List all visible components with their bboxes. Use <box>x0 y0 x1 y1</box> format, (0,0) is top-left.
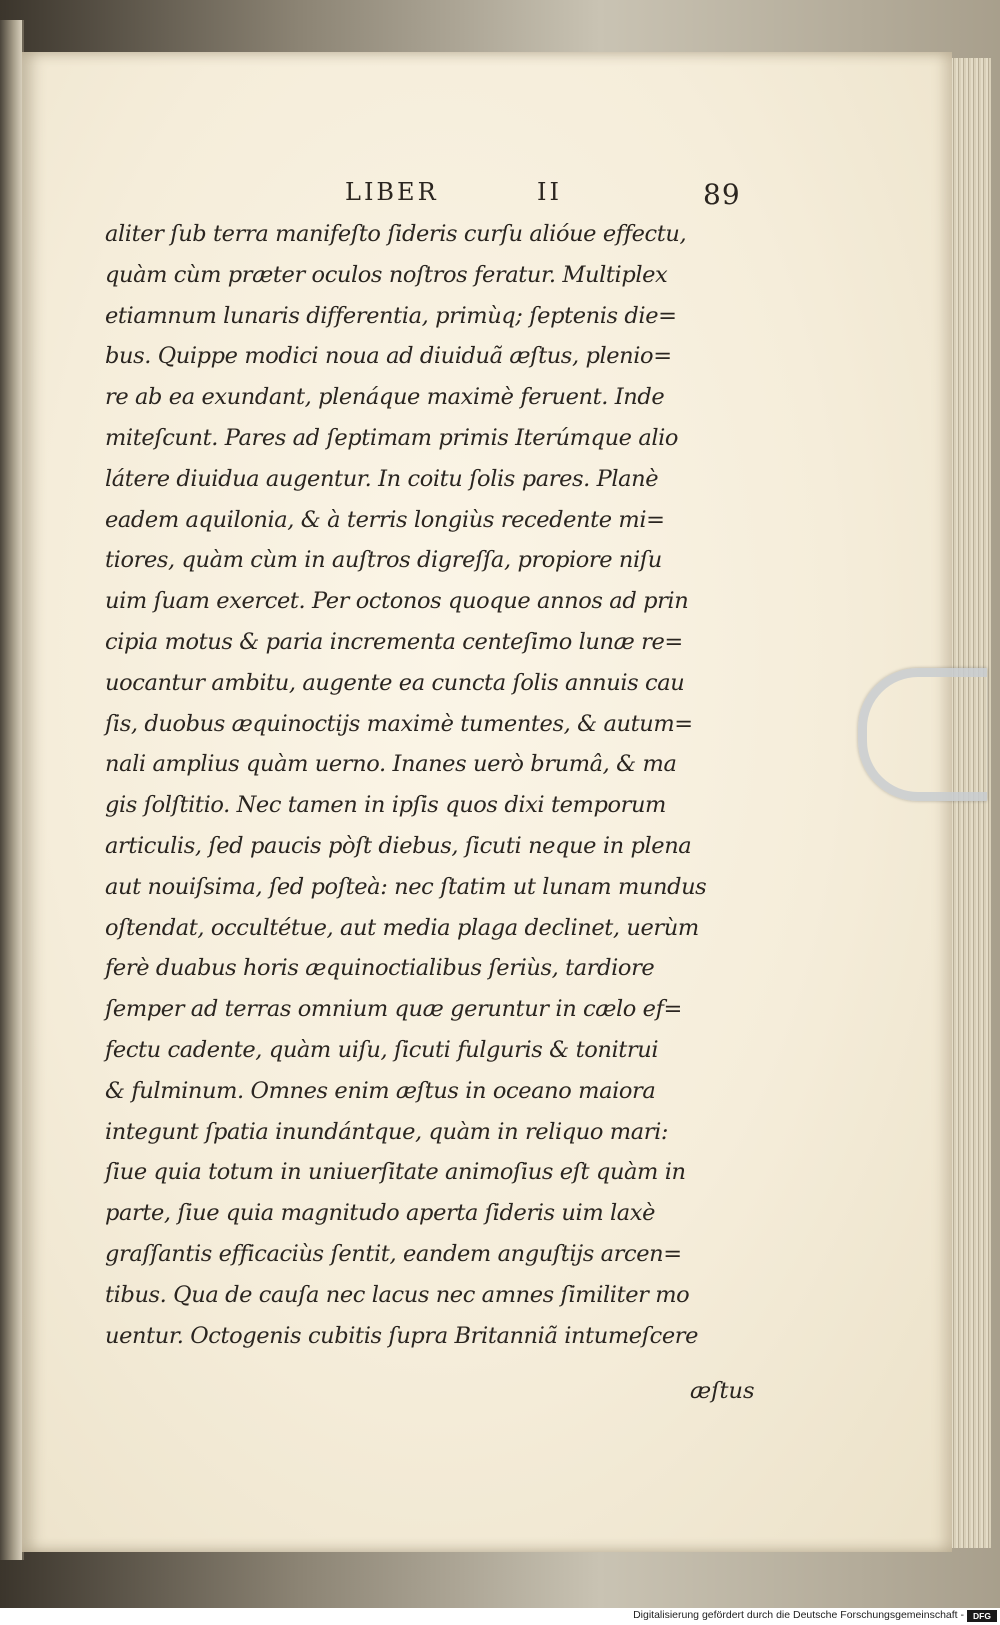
left-page-edge <box>0 20 24 1560</box>
text-line: re ab ea exundant, plenáque maximè feruent. Inde <box>105 384 665 411</box>
page-stack-edge <box>950 58 991 1548</box>
text-line: parte, ſiue quia magnitudo aperta ſideris uim laxè <box>105 1200 656 1227</box>
body-text <box>105 214 765 1356</box>
text-line: aliter ſub terra manifeſto ſideris curſu alióue effectu, <box>105 221 687 247</box>
text-line: ferè duabus horis æquinoctialibus ſeriùs, tardiore <box>105 955 655 982</box>
dfg-logo: DFG <box>967 1610 997 1622</box>
text-line: aut nouiſsima, ſed poſteà: nec ſtatim ut lunam mundus <box>105 873 707 900</box>
text-line: miteſcunt. Pares ad ſeptimam primis Iterúmque alio <box>105 424 679 451</box>
text-line: integunt ſpatia inundántque, quàm in reliquo mari: <box>105 1118 669 1145</box>
text-line: ſis, duobus æquinoctijs maximè tumentes, & autum= <box>105 710 693 737</box>
page-clip <box>858 668 987 801</box>
text-line: graſſantis efficaciùs ſentit, eandem anguſtijs arcen= <box>105 1240 682 1267</box>
text-line: ſemper ad terras omnium quæ geruntur in cælo ef= <box>105 996 682 1023</box>
text-line: bus. Quippe modici noua ad diuiduã æſtus, plenio= <box>105 343 672 370</box>
page-header <box>345 178 765 218</box>
catchword: æſtus <box>690 1378 755 1404</box>
text-line: tibus. Qua de cauſa nec lacus nec amnes ſimiliter mo <box>105 1281 690 1308</box>
text-line: & fulminum. Omnes enim æſtus in oceano maiora <box>105 1077 656 1104</box>
text-line: uocantur ambitu, augente ea cuncta ſolis annuis cau <box>105 669 685 696</box>
footer-bar <box>0 1608 1000 1625</box>
text-line: nali amplius quàm uerno. Inanes uerò brumâ, & ma <box>105 751 677 778</box>
text-line: eadem aquilonia, & à terris longiùs recedente mi= <box>105 506 665 533</box>
running-title: LIBER <box>345 178 439 206</box>
text-line: cipia motus & paria incrementa centeſimo lunæ re= <box>105 628 683 655</box>
text-line: fectu cadente, quàm uiſu, ſicuti fulguris & tonitrui <box>105 1036 659 1063</box>
text-line: ſiue quia totum in uniuerſitate animoſius eſt quàm in <box>105 1159 686 1186</box>
funding-credit: Digitalisierung gefördert durch die Deutsche Forschungsgemeinschaft - <box>633 1609 964 1621</box>
text-line: látere diuidua augentur. In coitu ſolis pares. Planè <box>105 465 659 492</box>
text-line: quàm cùm præter oculos noſtros feratur. Multiplex <box>105 261 668 288</box>
text-line: etiamnum lunaris differentia, primùq; ſeptenis die= <box>105 302 677 329</box>
text-line: tiores, quàm cùm in auſtros digreſſa, propiore niſu <box>105 547 662 574</box>
page-number: 89 <box>703 178 741 211</box>
text-line: gis ſolſtitio. Nec tamen in ipſis quos dixi temporum <box>105 792 666 819</box>
text-line: uim ſuam exercet. Per octonos quoque annos ad prin <box>105 588 689 615</box>
section-number: II <box>537 178 562 206</box>
text-line: articulis, ſed paucis pòſt diebus, ſicuti neque in plena <box>105 832 692 859</box>
text-line: oſtendat, occultétue, aut media plaga declinet, uerùm <box>105 914 699 941</box>
text-line: uentur. Octogenis cubitis ſupra Britanniã intumeſcere <box>105 1322 699 1349</box>
